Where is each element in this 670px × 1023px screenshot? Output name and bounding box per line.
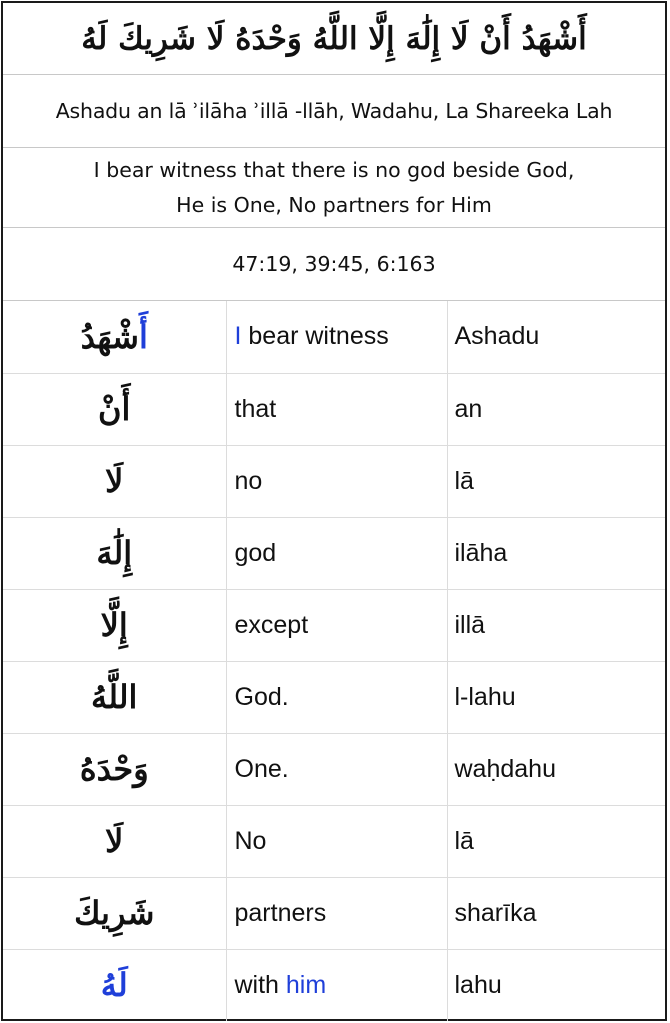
transliteration-cell: lā — [447, 445, 665, 517]
transliteration-cell: l-lahu — [447, 661, 665, 733]
arabic-word-cell — [3, 877, 226, 949]
arabic-word-cell — [3, 301, 226, 373]
transliteration-cell: an — [447, 373, 665, 445]
arabic-word: شَرِيكَ — [74, 894, 155, 932]
table-row — [3, 589, 665, 661]
table-row — [3, 301, 665, 373]
english-word-cell: No — [226, 805, 447, 877]
verse-references-text: 47:19, 39:45, 6:163 — [232, 252, 436, 276]
verse-references — [3, 228, 665, 301]
table-row — [3, 805, 665, 877]
arabic-word-rest: شْهَدُ — [80, 317, 139, 356]
arabic-word: لَا — [105, 462, 124, 500]
transliteration-heading — [3, 75, 665, 148]
english-word-highlight: I — [234, 322, 242, 351]
translation-line-1: I bear witness that there is no god beside God, — [93, 157, 575, 182]
arabic-word-cell — [3, 805, 226, 877]
arabic-heading — [3, 3, 665, 75]
english-word-cell: One. — [226, 733, 447, 805]
english-word-cell: God. — [226, 661, 447, 733]
arabic-word: أَنْ — [98, 390, 131, 428]
english-word-cell: except — [226, 589, 447, 661]
table-row — [3, 877, 665, 949]
arabic-word: إِلَٰهَ — [96, 534, 133, 572]
english-word-cell: no — [226, 445, 447, 517]
arabic-word-cell — [3, 589, 226, 661]
arabic-word-cell — [3, 517, 226, 589]
table-row — [3, 733, 665, 805]
table-row — [3, 661, 665, 733]
arabic-word-highlight: أَ — [138, 317, 148, 356]
english-word-cell: partners — [226, 877, 447, 949]
table-row — [3, 445, 665, 517]
transliteration-cell: lā — [447, 805, 665, 877]
english-word-cell: that — [226, 373, 447, 445]
table-row — [3, 949, 665, 1021]
table-row — [3, 517, 665, 589]
english-word-highlight: him — [285, 970, 327, 999]
arabic-word: إِلَّا — [100, 606, 128, 644]
arabic-word-highlight: لَهُ — [100, 966, 128, 1005]
english-word-cell: god — [226, 517, 447, 589]
english-word-rest: bear witness — [241, 322, 389, 351]
shahada-card — [1, 1, 667, 1021]
english-word-cell — [226, 301, 447, 373]
translation-line-2: He is One, No partners for Him — [176, 192, 492, 217]
arabic-word-cell — [3, 733, 226, 805]
arabic-word-cell — [3, 949, 226, 1021]
arabic-word: وَحْدَهُ — [79, 750, 149, 788]
transliteration-cell: illā — [447, 589, 665, 661]
arabic-word-cell — [3, 661, 226, 733]
word-by-word-table — [3, 301, 665, 1021]
transliteration-cell: waḥdahu — [447, 733, 665, 805]
arabic-word: لَا — [105, 822, 124, 860]
english-word-plain: with — [234, 970, 286, 999]
transliteration-cell: lahu — [454, 970, 502, 999]
table-row — [3, 373, 665, 445]
arabic-word-cell — [3, 373, 226, 445]
english-word-cell — [226, 949, 447, 1021]
arabic-word: اللَّهُ — [91, 678, 138, 716]
transliteration-cell: Ashadu — [447, 301, 665, 373]
translation-heading — [3, 148, 665, 228]
transliteration-text: Ashadu an lā ʾilāha ʾillā -llāh, Wadahu, La Shareeka Lah — [55, 99, 613, 123]
transliteration-cell: ilāha — [447, 517, 665, 589]
transliteration-cell: sharīka — [447, 877, 665, 949]
arabic-word-cell — [3, 445, 226, 517]
arabic-heading-text: أَشْهَدُ أَنْ لَا إِلَٰهَ إِلَّا اللَّهُ وَحْدَهُ لَا شَرِيكَ لَهُ — [81, 20, 587, 57]
